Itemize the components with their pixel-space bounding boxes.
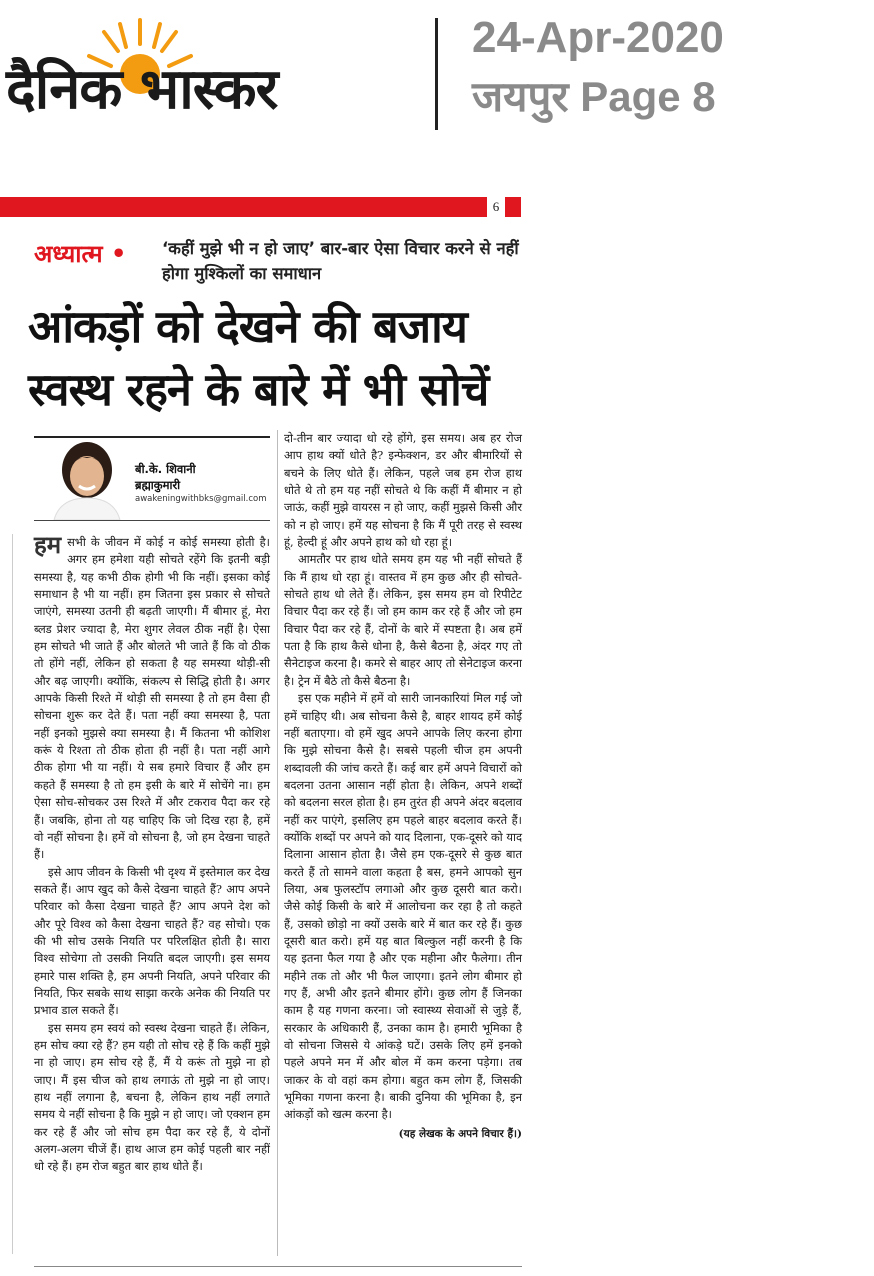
article-paragraph: दो-तीन बार ज्यादा धो रहे होंगे, इस समय। अब हर रोज आप हाथ क्यों धोते है? इन्फेक्शन, डर और बीमारियों से बचने के लिए धोते हैं। लेकिन, पहले जब हम रोज हाथ धोते थे तो हम यह नहीं सोचते थे कि कहीं मैं बीमार न हो जाऊं, कहीं मुझे वायरस न हो जाए, कहीं मुझसे किसी और को न हो जाए। हमें यह सोचना है कि मैं पूरी तरह से स्वस्थ हूं, हेल्दी हूं और अपने हाथ को धो रहा हूं। <box>284 431 522 550</box>
headline-line-1: आंकड़ों को देखने की बजाय <box>28 300 467 353</box>
masthead-divider <box>435 18 438 130</box>
newspaper-logo: दैनिक भास्कर <box>6 57 278 122</box>
section-label: अध्यात्म • <box>34 239 127 268</box>
article-bottom-rule <box>34 1266 522 1267</box>
page-bar-end <box>505 197 521 217</box>
dropcap: हम <box>34 531 62 559</box>
author-email: awakeningwithbks@gmail.com <box>135 494 267 504</box>
article-column-right <box>284 430 522 1143</box>
article-paragraph: इस एक महीने में हमें वो सारी जानकारियां मिल गई जो हमें चाहिए थी। अब सोचना कैसे है, बाहर शायद हमें कोई नहीं बताएगा। वो हमें खुद अपने आपके लिए करना होगा कि मुझे सोचना कैसे है। सबसे पहली चीज हम अपनी शब्दावली की जांच करते हैं। कई बार हमें अपने विचारों को बदलना उतना आसान नहीं होता है। लेकिन, अपने शब्दों को बदलना सरल होता है। हम तुरंत ही अपने अंदर बदलाव नहीं कर पाएंगे, इसलिए हम पहले बाहर बदलाव करते हैं। क्योंकि शब्दों पर अपने को याद दिलाना, एक-दूसरे को याद दिलाना आसान होता है। जैसे हम एक-दूसरे से कुछ बात करते हैं तो सामने वाला कहता है बस, हमने आपको सुन लिया, अब फुलस्टॉप लगाओ और कुछ दूसरी बात करो। जैसे कोई किसी के बारे में आलोचना कर रहा है तो कहते हैं, उसको छोड़ो ना क्यों उसके बारे में बात कर रहे हैं। कुछ दूसरी बात करो। हमें यह बात बिल्कुल नहीं करनी है कि यह इतना फैल गया है और एक महीना और फैलेगा। तीन महीने तक तो और भी फैल जाएगा। इतने लोग बीमार हो गए हैं, अभी और इतने बीमार होंगे। कुछ लोग हैं जिनका काम है यह गणना करना। जो स्वास्थ्य सेवाओं से जुड़े हैं, सरकार के अधिकारी हैं, उनका काम है। हमारी भूमिका है वो सोचना जिससे ये आंकड़े घटें। उसके लिए हमें इनको पहले अपने मन में और बोल में कम करना पड़ेगा। तब जाकर के वो वहां कम होगा। बहुत कम लोग हैं, जिसकी भूमिका गणना करना है। बाकी दुनिया की भूमिका है, इन आंकड़ों को खत्म करना है। <box>284 691 522 1122</box>
article-column-left <box>34 531 270 1176</box>
article-paragraph: इस समय हम स्वयं को स्वस्थ देखना चाहते हैं। लेकिन, हम सोच क्या रहे हैं? हम यही तो सोच रहे हैं कि कहीं मुझे ना हो जाए। हम सोच रहे हैं, मैं ये करूं तो मुझे ना हो जाए। मैं इस चीज को हाथ लगाऊं तो मुझे ना हो जाए। हाथ नहीं लगाना है, बचना है, लेकिन हाथ नहीं लगाते समय ये नहीं सोचना है कि मुझे न हो जाए। जो एक्शन हम कर रहे हैं और जो सोच हम पैदा कर रहे हैं, ये दोनों अलग-अलग चीजें हैं। हाथ आज हम कोई पहली बार नहीं धो रहे हैं। हम रोज बहुत बार हाथ धोते हैं। <box>34 1020 270 1174</box>
author-disclaimer: (यह लेखक के अपने विचार हैं।) <box>398 1127 522 1140</box>
article-paragraph: हम सभी के जीवन में कोई न कोई समस्या होती है। अगर हम हमेशा यही सोचते रहेंगे कि इतनी बड़ी समस्या है, यह कभी ठीक होगी भी कि नहीं। इसका कोई समाधान है भी या नहीं। हम जितना इस प्रकार से सोचते जाएंगे, समस्या उतनी ही बढ़ती जाएगी। मैं बीमार हूं, मेरा ब्लड प्रेशर ज्यादा है, मेरा शुगर लेवल ठीक नहीं है। ऐसा हम सोचते भी जाते हैं और बोलते भी जाते हैं कि वो ठीक तो होंगे नहीं, लेकिन हो सकता है यह समस्या थोड़ी-सी और बढ़ जाएगी। क्योंकि, संकल्प से सिद्धि होती है। अगर आपके किसी रिश्ते में थोड़ी सी समस्या है तो हम वैसा ही सोचना शुरू कर देते हैं। पता नहीं क्या समस्या है, पता नहीं इनको मुझसे क्या समस्या है। मैं कितना भी कोशिश करूं ये रिश्ता तो ठीक होता ही नहीं है। पता नहीं आगे ठीक होगा भी या नहीं। ये सब हमारे विचार हैं और हम कहते हैं समस्या है तो हम इसी के बारे में सोचेंगे ना। हम ऐसा सोच-सोचकर उस रिश्ते में और टकराव पैदा कर रहे हैं। जबकि, होना तो यह चाहिए कि जो दिख रहा है, हमें वो नहीं सोचना है। हमें वो सोचना है, जो हम देखना चाहते हैं। <box>34 531 270 862</box>
left-margin-rule <box>12 534 13 1254</box>
author-box-top-rule <box>34 436 270 438</box>
author-box-bottom-rule <box>34 520 270 521</box>
page-number: 6 <box>488 195 504 217</box>
author-name: बी.के. शिवानी <box>135 462 196 476</box>
edition-page: जयपुर Page 8 <box>472 73 716 120</box>
article-kicker: ‘कहीं मुझे भी न हो जाए’ बार-बार ऐसा विचार करने से नहीं होगा मुश्किलों का समाधान <box>162 239 519 283</box>
article-paragraph: आमतौर पर हाथ धोते समय हम यह भी नहीं सोचते हैं कि मैं हाथ धो रहा हूं। वास्तव में हम कुछ और ही सोचते-सोचते हाथ धो लेते हैं। लेकिन, इस समय हम वो रिपीटेट विचार पैदा कर रहे हैं। जो हम काम कर रहे हैं और जो हम विचार पैदा कर रहे हैं, दोनों के बारे में स्पष्टता है। अब हमें पता है कि हाथ कैसे धोना है, कैसे बैठना है, अंदर गए तो सैनेटाइज करना है। कमरे से बाहर आए तो सेनेटाइज करना है। ट्रेन में बैठे तो कैसे बैठना है। <box>284 552 522 688</box>
headline-line-2: स्वस्थ रहने के बारे में भी सोचें <box>28 363 489 416</box>
page-bar <box>0 197 487 217</box>
author-title: ब्रह्माकुमारी <box>135 478 181 492</box>
article-paragraph: इसे आप जीवन के किसी भी दृश्य में इस्तेमाल कर देख सकते हैं। आप खुद को कैसे देखना चाहते हैं? आप अपने परिवार को कैसा देखना चाहते हैं? आप अपने देश को और पूरे विश्व को कैसा देखना चाहते हैं? वह सोचो। एक की भी सोच उसके नियति पर परिलक्षित होती है। सारा विश्व सोचेगा तो उसकी नियति बदल जाएगी। इस समय हमारे पास शक्ति है, हम अपनी नियति, अपने परिवार की नियति, फिर सबके साथ साझा करके अनेक की नियति पर प्रभाव डाल सकते हैं। <box>34 864 270 1018</box>
author-photo <box>46 440 128 520</box>
edition-date: 24-Apr-2020 <box>472 13 724 62</box>
column-rule <box>277 430 278 1256</box>
